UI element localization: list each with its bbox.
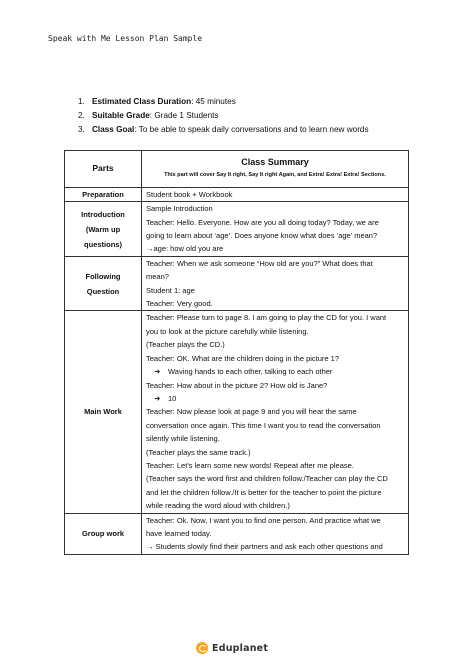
eduplanet-logo-icon: [196, 642, 208, 654]
content-line: Teacher: Now please look at page 9 and you will hear the same: [146, 407, 357, 417]
content-line: Teacher: Hello. Everyone. How are you all doing today? Today, we are: [146, 217, 379, 227]
content-line-answer: ➔ 10: [146, 392, 404, 405]
content-line: and let the children follow./It is better for the teacher to point the picture: [146, 487, 382, 497]
info-value: : Grade 1 Students: [149, 111, 219, 120]
class-summary-header: [142, 151, 409, 188]
row-content: [142, 202, 409, 257]
content-line: while reading the word aloud with children.): [146, 501, 290, 511]
table-header-row: [65, 151, 409, 188]
part-label: [65, 202, 142, 257]
row-content: [142, 513, 409, 554]
summary-subtitle: This part will cover Say It right, Say It right Again, and Extra! Extra! Extra! Sections.: [164, 172, 386, 179]
content-line: (Teacher plays the same track.): [146, 447, 251, 457]
content-line: →age: how old you are: [146, 244, 224, 254]
part-label: Preparation: [65, 187, 142, 201]
document-header: Speak with Me Lesson Plan Sample: [48, 34, 203, 43]
table-row-preparation: [65, 187, 409, 201]
content-line: Teacher: When we ask someone “How old are you?” What does that: [146, 258, 373, 268]
content-line: Teacher: Ok. Now, I want you to find one person. And practice what we: [146, 515, 381, 525]
content-line: Teacher: Very good.: [146, 299, 213, 309]
content-line-answer: ➔ Waving hands to each other, talking to each other: [146, 365, 404, 378]
content-line: going to learn about ‘age’. Does anyone know what does ‘age’ mean?: [146, 231, 378, 241]
info-item-grade: 2. Suitable Grade: Grade 1 Students: [78, 111, 219, 120]
content-line: Sample Introduction: [146, 204, 213, 214]
info-value: : To be able to speak daily conversations and to learn new words: [134, 125, 369, 134]
content-line: (Teacher says the word first and children follow./Teacher can play the CD: [146, 474, 388, 484]
info-item-goal: 3. Class Goal: To be able to speak daily conversations and to learn new words: [78, 125, 369, 134]
parts-header: Parts: [65, 151, 142, 188]
table-row-main-work: [65, 311, 409, 513]
content-line: Teacher: Please turn to page 8. I am going to play the CD for you. I want: [146, 313, 387, 323]
table-row-following-question: [65, 256, 409, 311]
info-label: Estimated Class Duration: [92, 97, 192, 106]
content-line: conversation once again. This time I want you to read the conversation: [146, 420, 381, 430]
content-line: Teacher: OK. What are the children doing in the picture 1?: [146, 353, 340, 363]
part-label: Group work: [65, 513, 142, 554]
table-row-introduction: [65, 202, 409, 257]
brand-name: Eduplanet: [212, 642, 269, 654]
content-line: mean?: [146, 272, 169, 282]
info-label: Class Goal: [92, 125, 135, 134]
row-content: [142, 187, 409, 201]
arrow-right-icon: ➔: [154, 367, 161, 377]
content-line: you to look at the picture carefully while listening.: [146, 326, 309, 336]
content-line: Teacher: Let’s learn some new words! Repeat after me please.: [146, 460, 354, 470]
info-item-duration: 1. Estimated Class Duration: 45 minutes: [78, 97, 236, 106]
part-label: Following Question: [65, 256, 142, 311]
lesson-info-list: [78, 95, 369, 137]
arrow-right-icon: ➔: [154, 393, 161, 403]
row-content: [142, 311, 409, 513]
info-value: : 45 minutes: [191, 97, 236, 106]
content-line: (Teacher plays the CD.): [146, 340, 225, 350]
content-line: Student 1: age: [146, 285, 195, 295]
footer-brand: [196, 642, 268, 654]
content-line: Teacher: How about in the picture 2? How old is Jane?: [146, 380, 328, 390]
content-line: Student book + Workbook: [146, 189, 233, 199]
part-label-text: Introduction (Warm up questions): [81, 209, 125, 249]
content-line: → Students slowly find their partners and ask each other questions and: [146, 542, 383, 552]
table-row-group-work: [65, 513, 409, 554]
summary-title: Class Summary: [241, 157, 309, 167]
content-line: have learned today.: [146, 528, 212, 538]
row-content: [142, 256, 409, 311]
part-label: Main Work: [65, 311, 142, 513]
content-line: silently while listening.: [146, 434, 220, 444]
info-label: Suitable Grade: [92, 111, 150, 120]
lesson-plan-table: [64, 150, 409, 555]
